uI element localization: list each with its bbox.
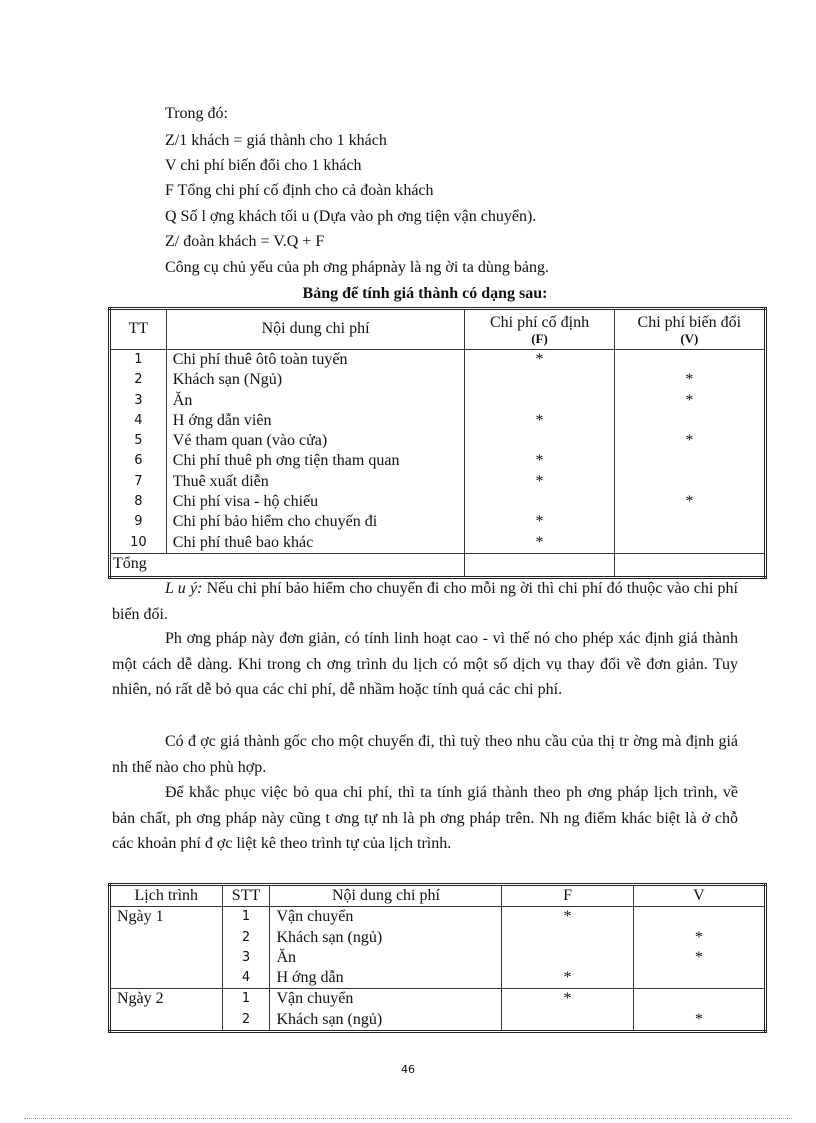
row-variable-mark: *	[614, 492, 765, 512]
row-number: 8	[110, 492, 167, 512]
table-row	[110, 907, 766, 928]
table-row	[110, 350, 766, 371]
note-label: L u ý:	[165, 580, 203, 597]
row-number: 2	[222, 1010, 270, 1032]
row-content: Chi phí bảo hiểm cho chuyến đi	[166, 512, 465, 532]
cost-table	[108, 307, 767, 579]
row-variable-mark: *	[614, 370, 765, 390]
row-fixed-mark: *	[465, 350, 614, 371]
row-content: Chi phí visa - hộ chiếu	[166, 492, 465, 512]
table-row	[110, 431, 766, 451]
header-variable	[614, 309, 765, 350]
header-schedule: Lịch trình	[110, 885, 223, 907]
row-fixed-mark	[465, 370, 614, 390]
row-variable-mark	[614, 533, 765, 554]
row-number: 4	[222, 968, 270, 989]
header-fixed-label: Chi phí cố định	[489, 313, 590, 331]
row-number: 3	[110, 391, 167, 411]
header-variable-sub: (V)	[680, 330, 699, 346]
footer-divider	[24, 1118, 792, 1119]
row-content: Khách sạn (ngủ)	[270, 1010, 502, 1032]
row-v-mark: *	[633, 928, 765, 948]
table-row	[110, 533, 766, 554]
row-content: Thuê xuất diễn	[166, 472, 465, 492]
note-text: Nếu chi phí bảo hiểm cho chuyến đi cho mỗi ng ời thì chi phí đó thuộc vào chi phí biến đổi.	[112, 580, 738, 623]
row-number: 2	[110, 370, 167, 390]
total-variable	[614, 553, 765, 577]
row-number: 3	[222, 948, 270, 968]
row-content: H ớng dẫn viên	[166, 411, 465, 431]
row-fixed-mark: *	[465, 533, 614, 554]
table-row	[110, 391, 766, 411]
table-header-row	[110, 309, 766, 350]
row-f-mark	[502, 948, 633, 968]
row-content: Chi phí thuê ôtô toàn tuyến	[166, 350, 465, 371]
row-content: Ăn	[166, 391, 465, 411]
intro-line: Trong đó:	[165, 105, 228, 122]
row-v-mark: *	[633, 1010, 765, 1032]
header-fixed	[465, 309, 614, 350]
row-content: Vé tham quan (vào cửa)	[166, 431, 465, 451]
table-row	[110, 512, 766, 532]
day-label: Ngày 1	[110, 907, 223, 989]
row-content: H ớng dẫn	[270, 968, 502, 989]
header-variable-label: Chi phí biến đổi	[637, 313, 742, 331]
table-row	[110, 472, 766, 492]
table-row	[110, 492, 766, 512]
total-fixed	[465, 553, 614, 577]
table-row	[110, 451, 766, 471]
row-variable-mark	[614, 512, 765, 532]
row-f-mark: *	[502, 968, 633, 989]
table-header-row	[110, 885, 766, 907]
paragraph-text: Để khắc phục việc bỏ qua chi phí, thì ta tính giá thành theo ph ơng pháp lịch trình, về bản chất, ph ơng pháp này cũng t ơng tự nh là ph ơng pháp trên. Nh ng điểm khác biệt là ở chỗ các khoản phí đ ợc liệt kê theo trình tự của lịch trình.	[112, 784, 738, 852]
row-fixed-mark	[465, 431, 614, 451]
row-number: 7	[110, 472, 167, 492]
header-stt: STT	[222, 885, 270, 907]
paragraph-text: Ph ơng pháp này đơn giản, có tính linh hoạt cao - vì thế nó cho phép xác định giá thành một cách dễ dàng. Khi trong ch ơng trình du lịch có một số dịch vụ thay đổi về đơn giản. Tuy nhiên, nó rất dễ bỏ qua các chi phí, dễ nhầm hoặc tính quá các chi phí.	[112, 630, 738, 698]
row-number: 2	[222, 928, 270, 948]
row-f-mark: *	[502, 907, 633, 928]
row-content: Ăn	[270, 948, 502, 968]
intro-line: Z/ đoàn khách = V.Q + F	[165, 233, 325, 250]
row-variable-mark	[614, 350, 765, 371]
table-row	[110, 989, 766, 1010]
body-paragraph	[112, 626, 738, 703]
intro-line: F Tổng chi phí cố định cho cả đoàn khách	[165, 182, 434, 199]
body-paragraph	[112, 729, 738, 780]
intro-line: Z/1 khách = giá thành cho 1 khách	[165, 132, 387, 149]
row-number: 1	[110, 350, 167, 371]
row-fixed-mark: *	[465, 451, 614, 471]
table-row	[110, 411, 766, 431]
row-fixed-mark	[465, 391, 614, 411]
header-tt: TT	[110, 309, 167, 350]
row-variable-mark	[614, 472, 765, 492]
row-content: Khách sạn (Ngủ)	[166, 370, 465, 390]
header-content: Nội dung chi phí	[166, 309, 465, 350]
header-f: F	[502, 885, 633, 907]
intro-line: V chi phí biến đổi cho 1 khách	[165, 157, 362, 174]
day-label: Ngày 2	[110, 989, 223, 1032]
row-v-mark	[633, 907, 765, 928]
row-fixed-mark: *	[465, 512, 614, 532]
total-row	[110, 553, 766, 577]
row-number: 4	[110, 411, 167, 431]
row-number: 6	[110, 451, 167, 471]
row-v-mark	[633, 968, 765, 989]
body-paragraph	[112, 780, 738, 857]
row-v-mark: *	[633, 948, 765, 968]
row-content: Chi phí thuê ph ơng tiện tham quan	[166, 451, 465, 471]
row-variable-mark	[614, 451, 765, 471]
row-content: Khách sạn (ngủ)	[270, 928, 502, 948]
row-f-mark	[502, 1010, 633, 1032]
row-f-mark	[502, 928, 633, 948]
total-label: Tổng	[110, 553, 465, 577]
row-number: 1	[222, 989, 270, 1010]
row-content: Chi phí thuê bao khác	[166, 533, 465, 554]
row-f-mark: *	[502, 989, 633, 1010]
row-variable-mark: *	[614, 391, 765, 411]
row-content: Vận chuyển	[270, 907, 502, 928]
intro-line: Q Số l ợng khách tối u (Dựa vào ph ơng tiện vận chuyển).	[165, 208, 537, 225]
header-fixed-sub: (F)	[531, 330, 548, 346]
schedule-cost-table	[108, 883, 767, 1033]
row-variable-mark	[614, 411, 765, 431]
paragraph-text: Có đ ợc giá thành gốc cho một chuyến đi, thì tuỳ theo nhu cầu của thị tr ờng mà định giá nh thế nào cho phù hợp.	[112, 733, 738, 776]
row-number: 1	[222, 907, 270, 928]
row-fixed-mark	[465, 492, 614, 512]
header-content: Nội dung chi phí	[270, 885, 502, 907]
row-content: Vận chuyển	[270, 989, 502, 1010]
page-number: 46	[401, 1063, 415, 1076]
row-number: 9	[110, 512, 167, 532]
table1-caption: Bảng để tính giá thành có dạng sau:	[302, 285, 548, 302]
header-v: V	[633, 885, 765, 907]
row-fixed-mark: *	[465, 472, 614, 492]
row-number: 10	[110, 533, 167, 554]
row-fixed-mark: *	[465, 411, 614, 431]
row-number: 5	[110, 431, 167, 451]
row-variable-mark: *	[614, 431, 765, 451]
note-paragraph	[112, 576, 738, 627]
row-v-mark	[633, 989, 765, 1010]
intro-line: Công cụ chủ yếu của ph ơng phápnày là ng ời ta dùng bảng.	[165, 259, 549, 276]
table-row	[110, 370, 766, 390]
